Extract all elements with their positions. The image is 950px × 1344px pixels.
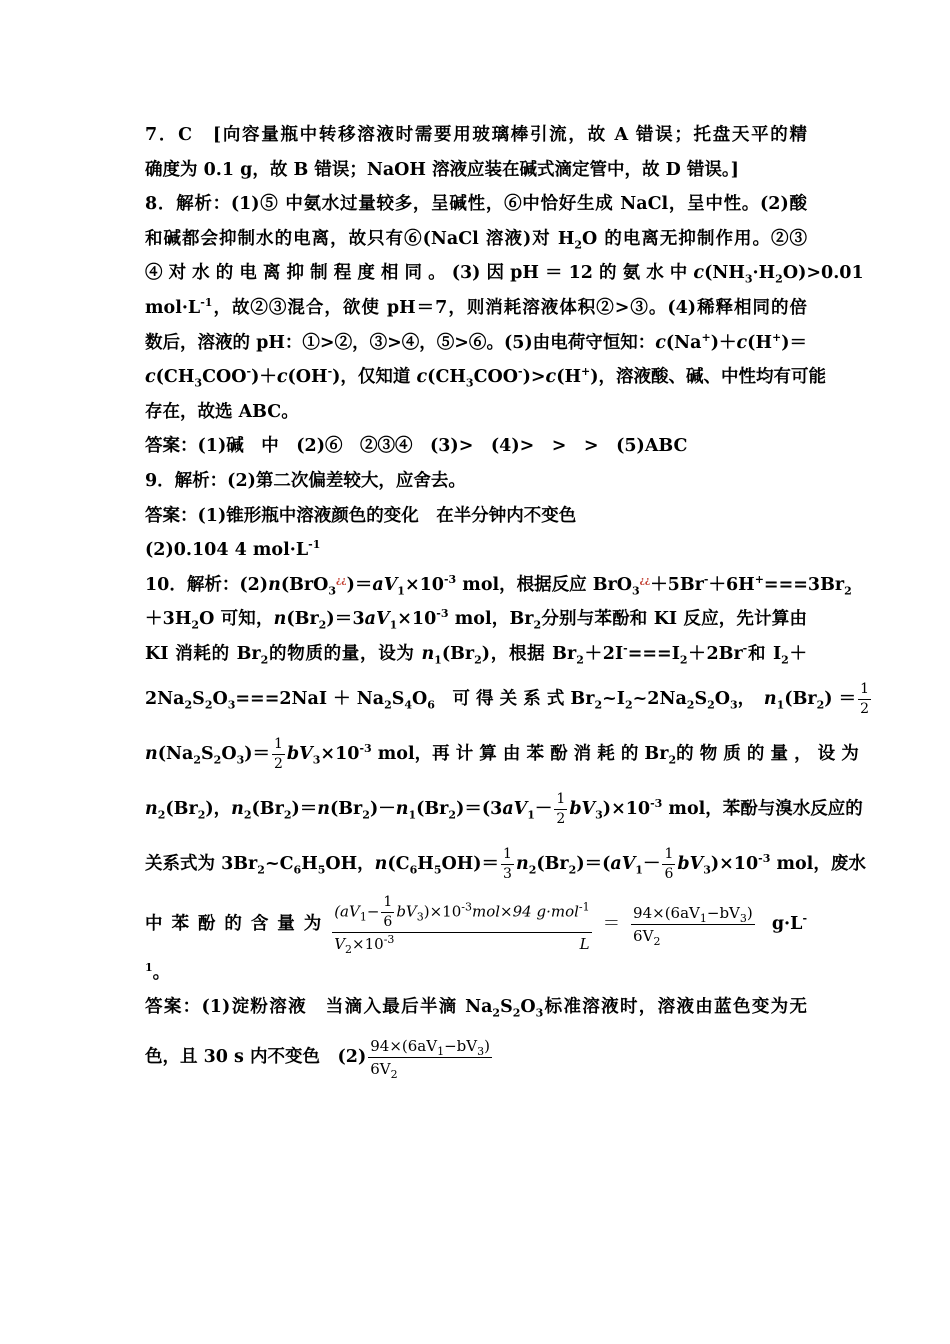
fraction-one-sixth: $\frac{1}{6}$ [664, 845, 674, 882]
fraction-one-half: $\frac{1}{2}$ [860, 680, 870, 717]
answer-content [145, 118, 870, 1089]
q10-line-3: KI 消耗的 $Br_2$的物质的量，设为 $n_1(Br_2)$，根据 $Br_2+2I^-===I_2+2Br^-$和 $I_2+$ [145, 642, 808, 667]
q8-line-3: ④ 对 水 的 电 离 抑 制 程 度 相 同 。 (3) 因 pH ＝ 12 的 氨 水 中 $c(NH_3\cdot H_2O)>0.01$ [145, 263, 864, 286]
q8-line-2: 和碱都会抑制水的电离，故只有⑥(NaCl 溶液)对 $H_2O$ 的电离无抑制作用。②③ [145, 228, 807, 252]
fraction-one-half: $\frac{1}{2}$ [274, 735, 283, 772]
q10-line-6: $n_2(Br_2)$，$n_2(Br_2)=n(Br_2)-n_1(Br_2)=(3aV_1-$ $\frac{1}{2}$ $bV_3)\times 10^{-3}$ mol，苯酚与溴水反应的 [145, 790, 863, 827]
q10-line-4: $2Na_2S_2O_3===2NaI + Na_2S_4O_6$ 可 得 关 系 式 $Br_2\sim I_2\sim 2Na_2S_2O_3$， $n_1(Br_2)$ ＝ $\frac{1}{2}$ [145, 680, 870, 717]
q9-line-1: 9．解析：(2)第二次偏差较大，应舍去。 [145, 470, 466, 491]
fraction-one-half: $\frac{1}{2}$ [556, 790, 566, 827]
q10-line-1: 10．解析：$(2)n(BrO_3^{¿¿})=aV_1\times 10^{-3}$ mol，根据反应 $BrO_3^{¿¿}+5Br^-+6H^+===3Br_2$ [145, 572, 852, 598]
q8-line-4: $mol\cdot L^{-1}$，故②③混合，欲使 pH＝7，则消耗溶液体积②>③。(4)稀释相同的倍 [145, 296, 807, 318]
q10-line-9: $^1$。 [145, 960, 171, 983]
q9-answer-1: 答案：(1)锥形瓶中溶液颜色的变化 在半分钟内不变色 [145, 505, 577, 526]
q8-line-6: $c(CH_3COO^-)+c(OH^-)$，仅知道 $c(CH_3COO^-)>c(H^+)$，溶液酸、碱、中性均有可能 [145, 365, 827, 390]
content-fraction: ($aV_1-$ $\frac{1}{6}$ $bV_3)\times 10^{-3}mol\times 94$ g·mol$^{-1}$ $V_2\times 10^{-3}$ L [334, 894, 590, 956]
q10-line-5: $n(Na_2S_2O_3)=$ $\frac{1}{2}$ $bV_3\times 10^{-3}$ mol，再 计 算 由 苯 酚 消 耗 的 $Br_2$的 物 质 的 量 ， 设 为 [145, 735, 859, 772]
fraction-one-third: $\frac{1}{3}$ [503, 845, 512, 882]
result-fraction: $\frac{94\times(6aV_1-bV_3)}{6V_2}$ [633, 903, 753, 948]
q10-answer-2: 色，且 30 s 内不变色 (2) $\frac{94\times(6aV_1-bV_3)}{6V_2}$ [145, 1036, 490, 1081]
q10-answer-1: 答案：(1)淀粉溶液 当滴入最后半滴 $Na_2S_2O_3$标准溶液时，溶液由蓝色变为无 [145, 997, 807, 1020]
q8-line-1: 8．解析：(1)⑤ 中氨水过量较多，呈碱性，⑥中恰好生成 NaCl，呈中性。(2)酸 [145, 194, 807, 215]
q8-answer: 答案：(1)碱 中 (2)⑥ ②③④ (3)> (4)> > > (5)ABC [145, 436, 688, 457]
q7-line-1: 7．C [向容量瓶中转移溶液时需要用玻璃棒引流，故 A 错误；托盘天平的精 [145, 125, 807, 145]
q7-line-2: 确度为 0.1 g，故 B 错误；NaOH 溶液应装在碱式滴定管中，故 D 错误。] [145, 159, 739, 180]
q10-line-2: $+3H_2O$ 可知，$n(Br_2)=3aV_1\times 10^{-3}$ mol，$Br_2$分别与苯酚和 KI 反应，先计算由 [145, 607, 807, 632]
q10-line-7: 关系式为 $3Br_2\sim C_6H_5OH$，$n(C_6H_5OH)=$ $\frac{1}{3}$ $n_2(Br_2)=(aV_1-$ $\frac{1}{6}$ $bV_3)\times 10^{-3}$ mol，废水 [145, 845, 866, 882]
q10-line-8: 中苯酚的含量为 ($aV_1-$ $\frac{1}{6}$ $bV_3)\times 10^{-3}mol\times 94$ g·mol$^{-1}$ $V_2\times 10^{-3}$ L ＝ $\frac{94\times(6aV_1-bV_3)}{6V_2}$ g·L- [145, 894, 808, 956]
q9-answer-2: (2)0.104 4 $mol\cdot L^{-1}$ [145, 538, 321, 561]
q8-line-5: 数后，溶液的 pH：①>②，③>④，⑤>⑥。(5)由电荷守恒知：c(Na+)＋c(H+)＝ [145, 330, 808, 353]
fraction-one-sixth: $\frac{1}{6}$ [383, 894, 393, 930]
result-fraction: $\frac{94\times(6aV_1-bV_3)}{6V_2}$ [370, 1036, 490, 1081]
q8-line-7: 存在，故选 ABC。 [145, 401, 299, 422]
